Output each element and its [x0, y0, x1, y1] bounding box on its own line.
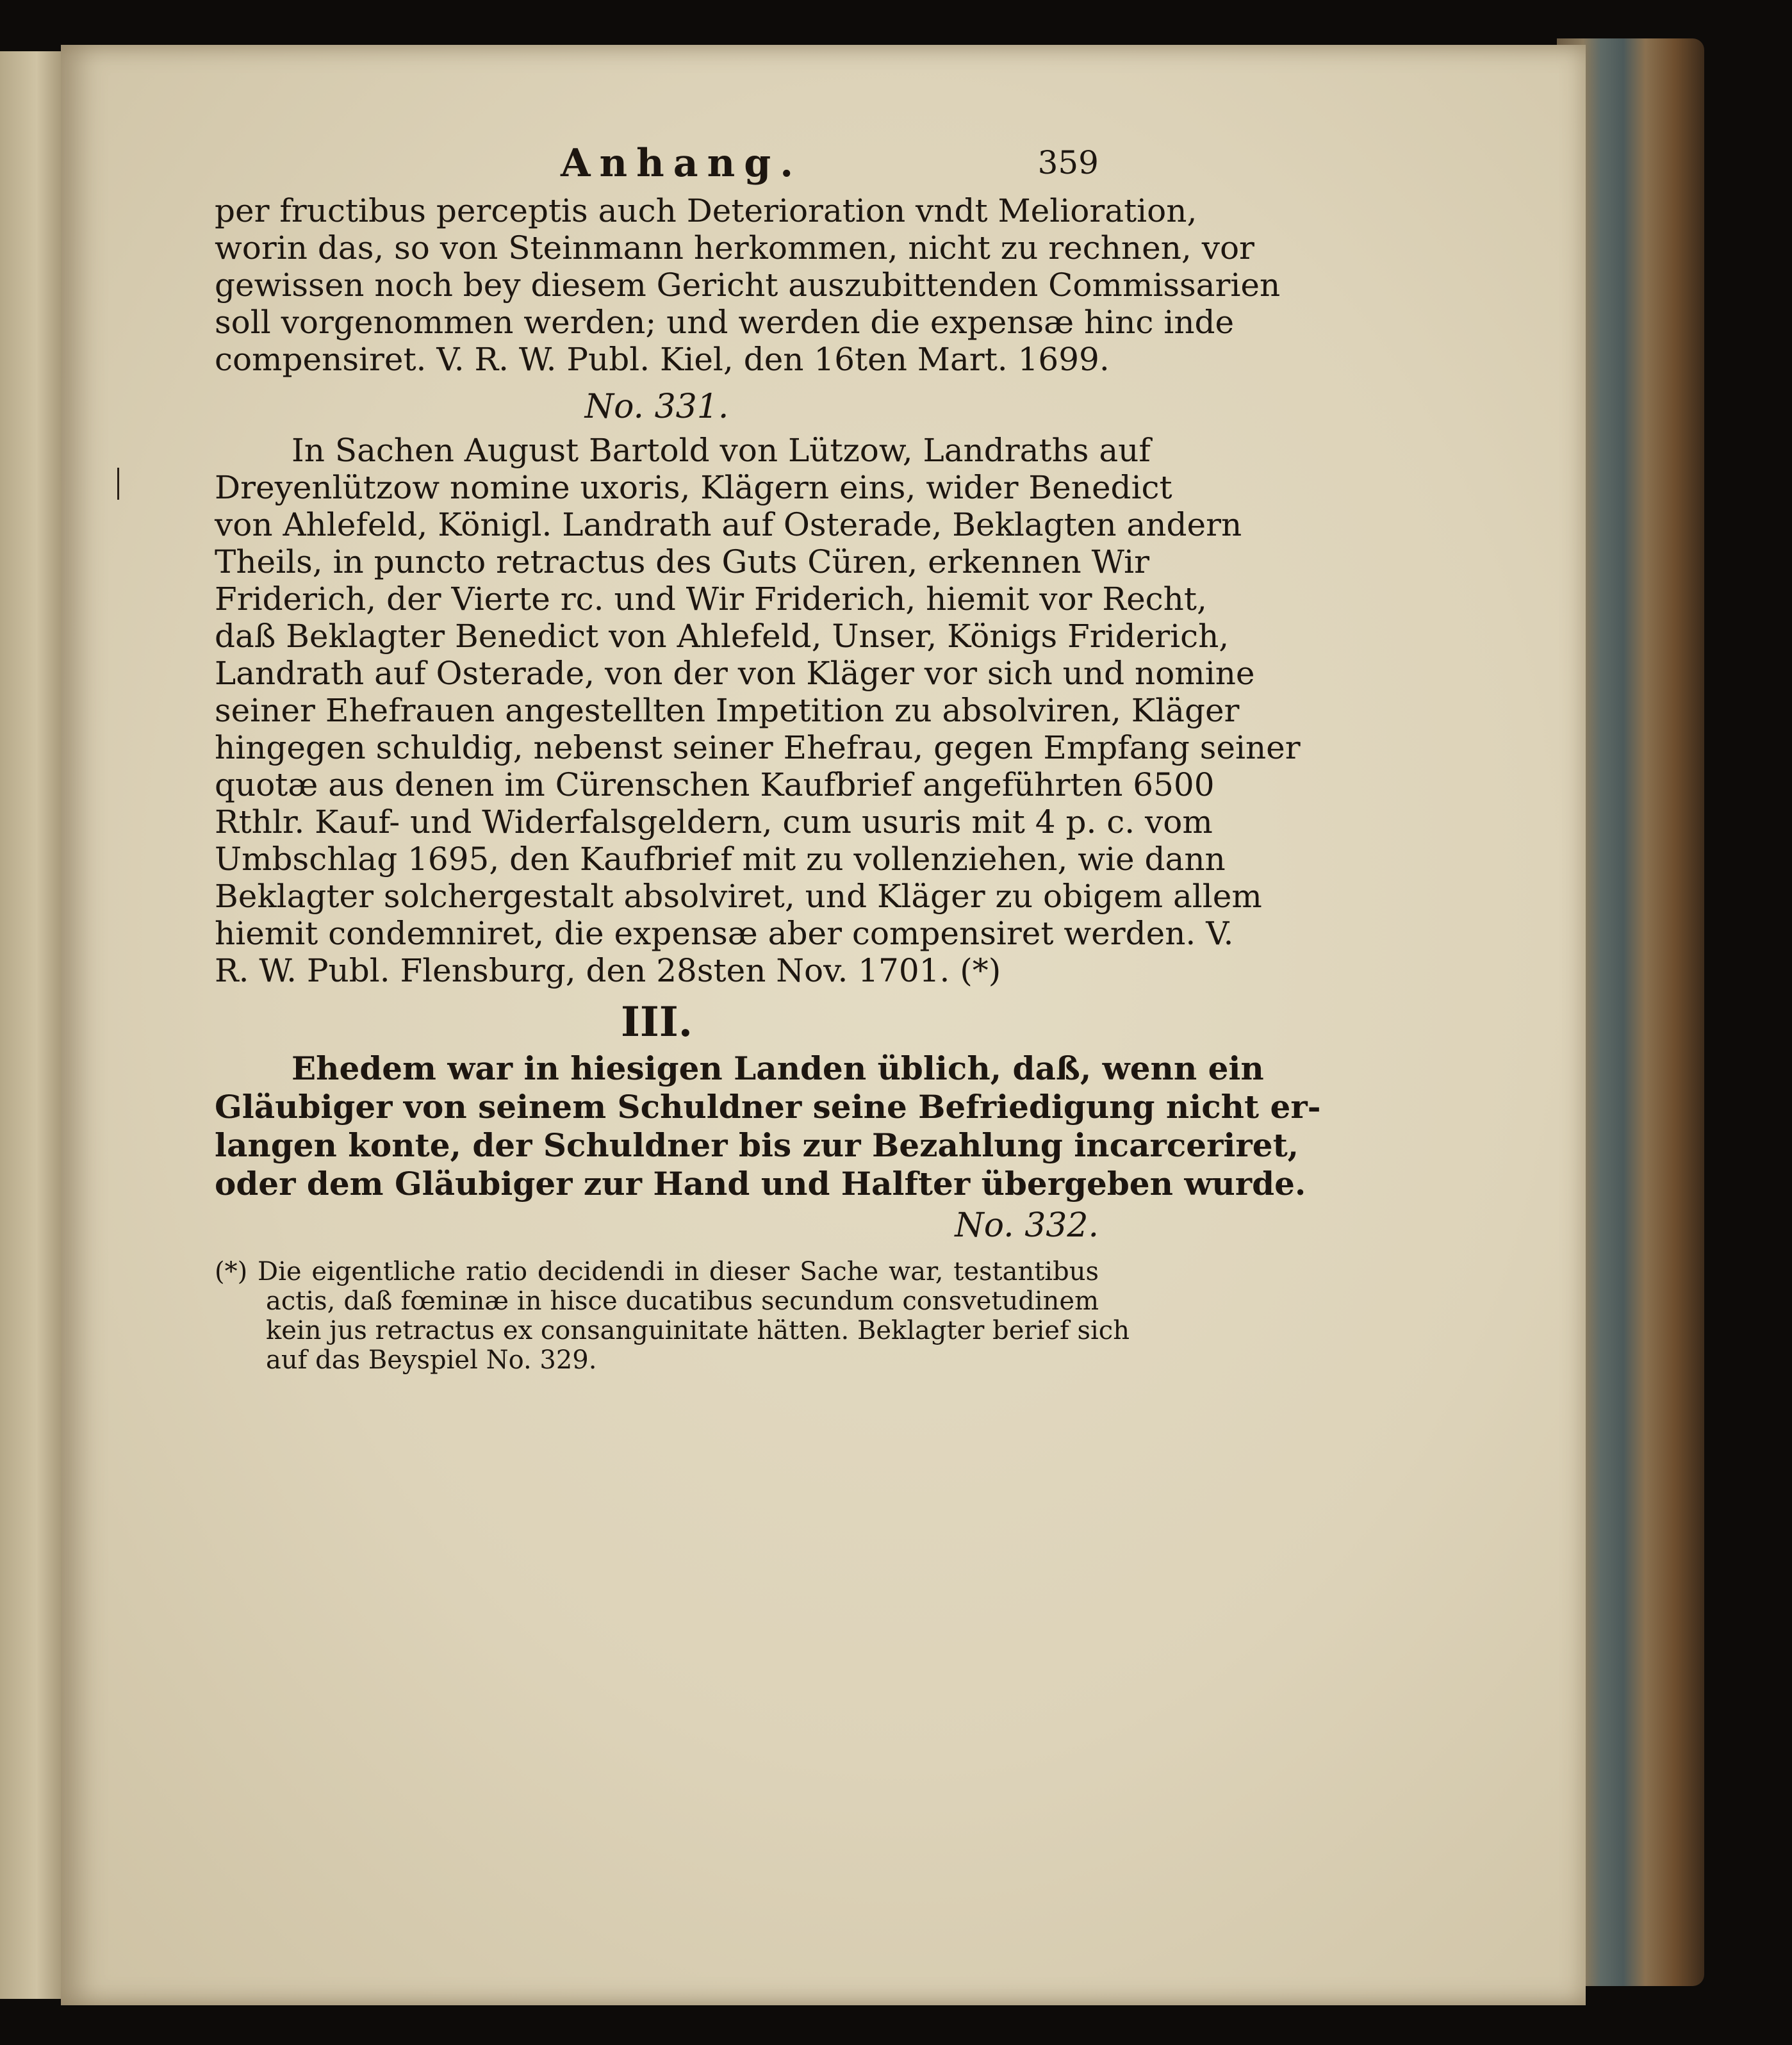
text-line: Rthlr. Kauf- und Widerfalsgeldern, cum usuris mit 4 p. c. vom — [215, 803, 1213, 841]
margin-mark — [117, 468, 119, 500]
book-page — [61, 45, 1586, 2005]
text-line: Landrath auf Osterade, von der von Kläger vor sich und nomine — [215, 655, 1255, 692]
section-heading-roman: III. — [620, 998, 693, 1046]
text-line: soll vorgenommen werden; und werden die expensæ hinc inde — [215, 304, 1235, 341]
text-line: Ehedem war in hiesigen Landen üblich, daß, wenn ein — [292, 1049, 1264, 1087]
text-line: Beklagter solchergestalt absolviret, und Kläger zu obigem allem — [215, 878, 1262, 915]
text-line: gewissen noch bey diesem Gericht auszubittenden Commissarien — [215, 267, 1281, 304]
page-number: 359 — [1037, 144, 1099, 181]
running-head-title: Anhang. — [561, 141, 803, 186]
footnote — [215, 1257, 1130, 1375]
footnote-line: kein jus retractus ex consanguinitate hätten. Beklagter berief sich — [266, 1316, 1130, 1345]
text-line: Gläubiger von seinem Schuldner seine Befriedigung nicht er- — [215, 1088, 1321, 1126]
text-line: seiner Ehefrauen angestellten Impetition zu absolviren, Kläger — [215, 692, 1240, 729]
paragraph-section-iii — [215, 1049, 1321, 1203]
text-line: daß Beklagter Benedict von Ahlefeld, Unser, Königs Friderich, — [215, 618, 1229, 655]
section-number-332: No. 332. — [955, 1206, 1099, 1245]
text-line: In Sachen August Bartold von Lützow, Landraths auf — [292, 432, 1151, 469]
section-number-331: No. 331. — [584, 388, 729, 426]
text-line: oder dem Gläubiger zur Hand und Halfter übergeben wurde. — [215, 1165, 1306, 1203]
text-line: Friderich, der Vierte rc. und Wir Friderich, hiemit vor Recht, — [215, 580, 1207, 618]
text-line: compensiret. V. R. W. Publ. Kiel, den 16ten Mart. 1699. — [215, 341, 1110, 378]
paragraph-continued — [215, 192, 1281, 378]
text-column — [215, 141, 1321, 1375]
paragraph-331 — [215, 432, 1301, 989]
running-head — [215, 141, 1099, 192]
text-line: Theils, in puncto retractus des Guts Cüren, erkennen Wir — [215, 543, 1150, 580]
text-line: R. W. Publ. Flensburg, den 28sten Nov. 1701. (*) — [215, 952, 1001, 989]
text-line: quotæ aus denen im Cürenschen Kaufbrief angeführten 6500 — [215, 766, 1215, 803]
text-line: Umbschlag 1695, den Kaufbrief mit zu vollenziehen, wie dann — [215, 841, 1226, 878]
text-line: Dreyenlützow nomine uxoris, Klägern eins, wider Benedict — [215, 469, 1172, 506]
footnote-line: (*) Die eigentliche ratio decidendi in dieser Sache war, testantibus — [215, 1257, 1099, 1286]
facing-page-edge — [0, 51, 61, 1999]
text-line: per fructibus perceptis auch Deterioration vndt Melioration, — [215, 192, 1197, 229]
text-line: hiemit condemniret, die expensæ aber compensiret werden. V. — [215, 915, 1234, 952]
footnote-line: auf das Beyspiel No. 329. — [266, 1345, 597, 1375]
text-line: worin das, so von Steinmann herkommen, nicht zu rechnen, vor — [215, 229, 1254, 267]
text-line: hingegen schuldig, nebenst seiner Ehefrau, gegen Empfang seiner — [215, 729, 1301, 766]
text-line: von Ahlefeld, Königl. Landrath auf Osterade, Beklagten andern — [215, 506, 1242, 543]
footnote-line: actis, daß fœminæ in hisce ducatibus secundum consvetudinem — [266, 1286, 1099, 1316]
text-line: langen konte, der Schuldner bis zur Bezahlung incarceriret, — [215, 1126, 1299, 1164]
